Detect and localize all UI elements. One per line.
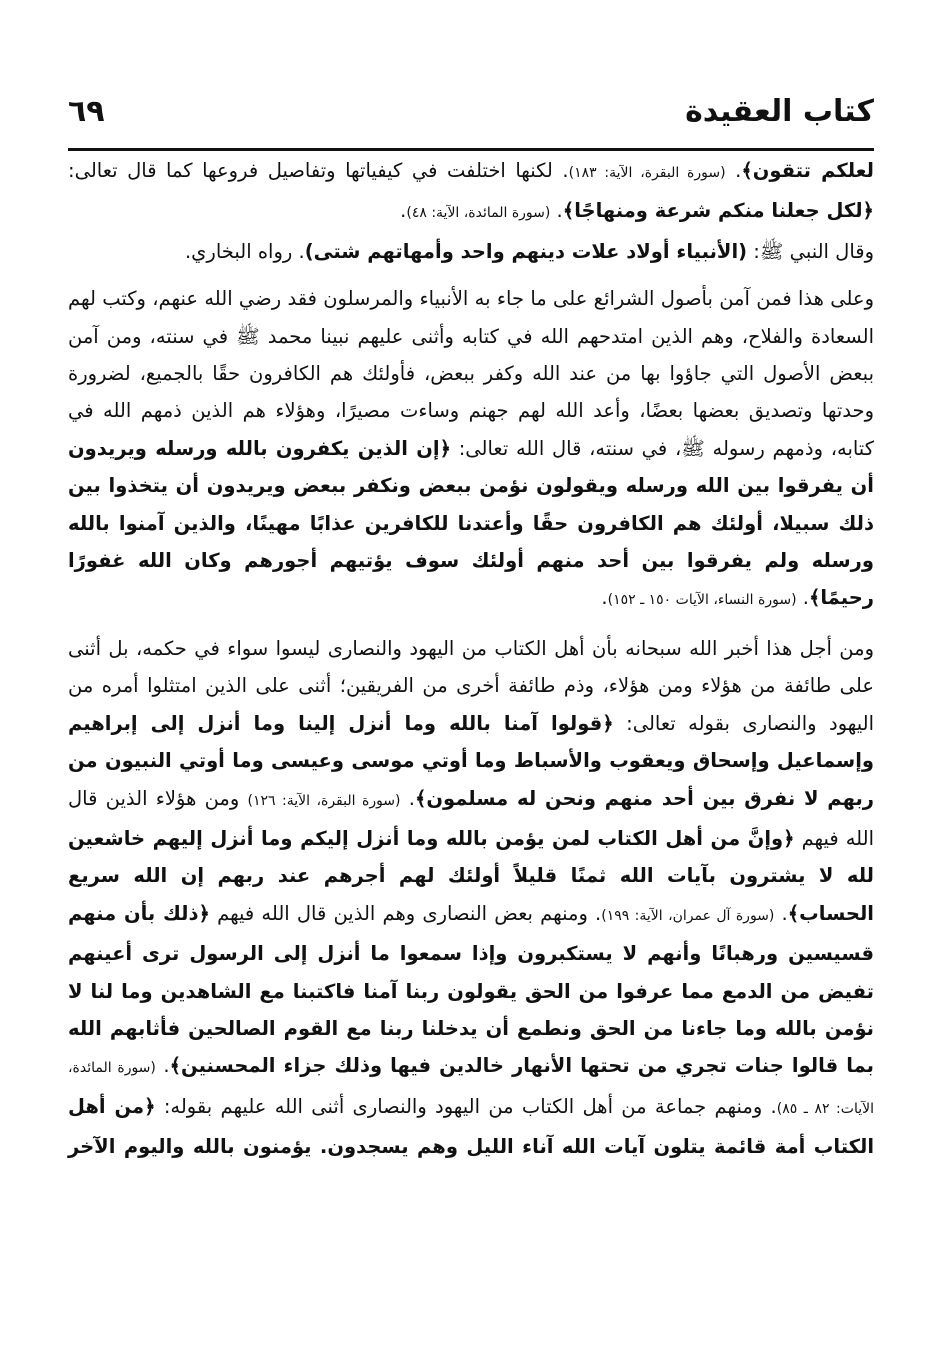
quoted-text: ﴿إن الذين يكفرون بالله ورسله ويريدون أن يفرقوا بين الله ورسله ويقولون نؤمن ببعض ونكفر ببعض ويريدون أن يتخذوا بين ذلك سبيلا، أولئك هم الكافرون حقًا وأعتدنا للكافرين عذابًا مهينًا، والذين آمنوا بالله ورسله ولم يفرقوا بين أحد منهم أولئك سوف يؤتيهم أجورهم وكان الله غفورًا رحيمًا﴾ (68, 436, 874, 610)
quoted-text: ﴿ذلك بأن منهم قسيسين ورهبانًا وأنهم لا يستكبرون وإذا سمعوا ما أنزل إلى الرسول ترى أعينهم تفيض من الدمع مما عرفوا من الحق يقولون ربنا آمنا فاكتبنا مع الشاهدين وما لنا لا نؤمن بالله وما جاءنا من الحق ونطمع أن يدخلنا ربنا مع القوم الصالحين فأثابهم الله بما قالوا جنات تجري من تحتها الأنهار خالدين فيها وذلك جزاء المحسنين﴾ (68, 901, 874, 1078)
quoted-text: ﴿قولوا آمنا بالله وما أنزل إلينا وما أنزل إلى إبراهيم وإسماعيل وإسحاق ويعقوب والأسباط وما أوتي موسى وعيسى وما أوتي النبيون من ربهم لا نفرق بين أحد منهم ونحن له مسلمون﴾ (68, 711, 875, 810)
text-segment: . (400, 786, 415, 810)
text-segment: . (155, 1054, 170, 1078)
quoted-text: لعلكم تتقون﴾ (741, 159, 874, 182)
verse-reference: (سورة المائدة، الآيات: ٨٢ ـ ٨٥) (68, 1060, 874, 1117)
text-segment: ومن أجل هذا أخبر الله سبحانه بأن أهل الكتاب من اليهود والنصارى ليسوا سواء في حكمه، بل أثنى على طائفة من هؤلاء ومن هؤلاء، وذم طائفة أخرى من الفريقين؛ أثنى على الذين امتثلوا أمره من اليهود والنصارى بقوله تعالى: (68, 636, 874, 735)
text-segment: . (550, 199, 563, 223)
text-segment: . (400, 199, 407, 223)
text-segment: وقال النبي ﷺ: (747, 239, 874, 263)
text-segment: . ومنهم بعض النصارى وهم الذين قال الله فيهم (209, 901, 602, 925)
text-segment: . ومنهم جماعة من أهل الكتاب من اليهود والنصارى أثنى الله عليهم بقوله: (155, 1094, 777, 1118)
paragraph (68, 152, 874, 233)
quoted-text: ﴿لكل جعلنا منكم شرعة ومنهاجًا﴾ (562, 199, 874, 223)
verse-reference: (سورة البقرة، الآية: ١٨٣) (568, 165, 726, 181)
text-segment: . (725, 159, 742, 182)
book-title: كتاب العقيدة (685, 94, 874, 129)
verse-reference: (سورة النساء، الآيات ١٥٠ ـ ١٥٢) (607, 592, 797, 609)
page-header (68, 92, 874, 150)
quoted-text: (الأنبياء أولاد علات دينهم واحد وأمهاتهم شتى) (304, 239, 748, 263)
verse-reference: (سورة البقرة، الآية: ١٢٦) (247, 792, 401, 809)
text-segment: ومن هؤلاء الذين قال الله فيهم (68, 786, 875, 850)
text-segment: . لكنها اختلفت في كيفياتها وتفاصيل فروعها كما قال تعالى: (68, 159, 569, 182)
paragraph (68, 630, 874, 1166)
body-text (68, 152, 874, 1166)
quoted-text: ﴿من أهل الكتاب أمة قائمة يتلون آيات الله آناء الليل وهم يسجدون. يؤمنون بالله واليوم الآخر (68, 1094, 874, 1159)
verse-reference: (سورة آل عمران، الآية: ١٩٩) (601, 907, 775, 924)
verse-reference: (سورة المائدة، الآية: ٤٨) (406, 205, 551, 222)
text-segment: وعلى هذا فمن آمن بأصول الشرائع على ما جاء به الأنبياء والمرسلون فقد رضي الله عنهم، وكتب لهم السعادة والفلاح، وهم الذين امتدحهم الله في كتابه وأثنى عليهم نبينا محمد ﷺ في سنته، ومن آمن ببعض الأصول التي جاؤوا بها من عند الله وكفر ببعض، فأولئك هم الكافرون حقًا بالجميع، لضرورة وحدتها وتصديق بعضها بعضًا، وأعد الله لهم جهنم وساءت مصيرًا، وهؤلاء هم الذين ذمهم الله في كتابه، وذمهم رسوله ﷺ، في سنته، قال الله تعالى: (68, 287, 874, 460)
text-segment: . (601, 586, 608, 610)
page-number: ٦٩ (68, 94, 105, 129)
paragraph (68, 233, 874, 270)
header-rule (68, 148, 874, 151)
quoted-text: ﴿وإنَّ من أهل الكتاب لمن يؤمن بالله وما أنزل إليكم وما أنزل إليهم خاشعين لله لا يشترون بآيات الله ثمنًا قليلاً أولئك لهم أجرهم عند ربهم إن الله سريع الحساب﴾ (68, 826, 874, 925)
text-segment: . (774, 901, 788, 925)
paragraph (68, 280, 874, 620)
text-segment: . (796, 586, 809, 610)
text-segment: . رواه البخاري. (184, 239, 305, 263)
